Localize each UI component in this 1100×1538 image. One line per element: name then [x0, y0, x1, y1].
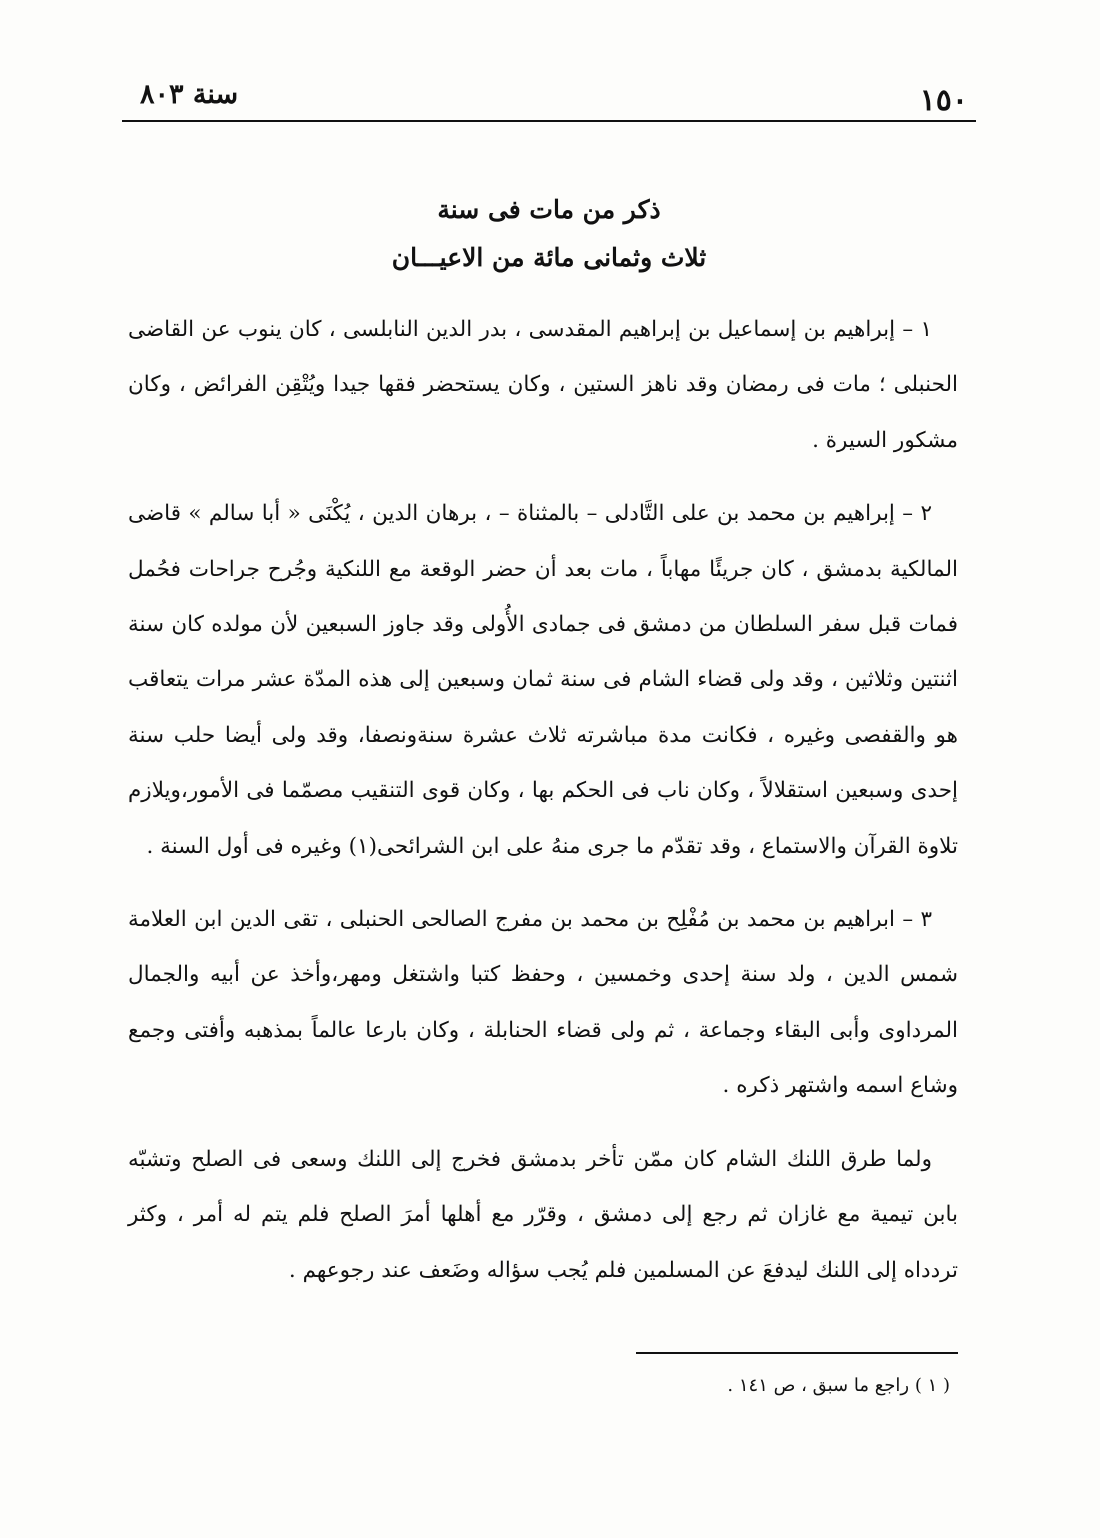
entry-3: [128, 892, 958, 1114]
section-heading: [122, 186, 976, 282]
entry-text: – إبراهيم بن محمد بن على التَّادلى – بالمثناة – ، برهان الدين ، يُكْنَى « أبا سالم » قاضى المالكية بدمشق ، كان جريئًا مهاباً ، مات بعد أن حضر الوقعة مع اللنكية وجُرح جراحات فحُمل فمات قبل سفر السلطان من دمشق فى جمادى الأُولى وقد جاوز السبعين لأن مولده كان سنة اثنتين وثلاثين ، وقد ولى قضاء الشام فى سنة ثمان وسبعين إلى هذه المدّة عشر مرات يتعاقب هو والقفصى وغيره ، فكانت مدة مباشرته ثلاث عشرة سنةونصفا، وقد ولى أيضا حلب سنة إحدى وسبعين استقلالاً ، وكان ناب فى الحكم بها ، وكان قوى التنقيب مصمّما فى الأمور،ويلازم تلاوة القرآن والاستماع ، وقد تقدّم ما جرى منهُ على ابن الشرائحى(١) وغيره فى أول السنة .: [128, 501, 958, 859]
header-rule: [122, 120, 976, 122]
footnote: ( ١ ) راجع ما سبق ، ص ١٤١ .: [727, 1375, 950, 1396]
entry-1: [128, 302, 958, 468]
page-number: ١٥٠: [919, 83, 968, 118]
year-label: سنة ٨٠٣: [140, 79, 239, 110]
entry-2: [128, 486, 958, 874]
running-head: [122, 70, 976, 122]
entry-text: – إبراهيم بن إسماعيل بن إبراهيم المقدسى ، بدر الدين النابلسى ، كان ينوب عن القاضى الحنبلى ؛ مات فى رمضان وقد ناهز الستين ، وكان يستحضر فقها جيدا ويُتْقِن الفرائض ، وكان مشكور السيرة .: [128, 317, 958, 453]
entry-text: – ابراهيم بن محمد بن مُفْلِح بن محمد بن مفرج الصالحى الحنبلى ، تقى الدين ابن العلامة شمس الدين ، ولد سنة إحدى وخمسين ، وحفظ كتبا واشتغل ومهر،وأخذ عن أبيه والجمال المرداوى وأبى البقاء وجماعة ، ثم ولى قضاء الحنابلة ، وكان بارعا عالماً بمذهبه وأفتى وجمع وشاع اسمه واشتهر ذكره .: [128, 907, 958, 1099]
entry-number: ١: [920, 317, 933, 342]
body-text: [128, 302, 958, 1316]
entry-4: [128, 1132, 958, 1298]
entry-number: ٣: [920, 907, 933, 933]
heading-line-2: ثلاث وثمانى مائة من الاعيـــان: [391, 243, 707, 272]
entry-text: ولما طرق اللنك الشام كان ممّن تأخر بدمشق فخرج إلى اللنك وسعى فى الصلح وتشبّه بابن تيمية مع غازان ثم رجع إلى دمشق ، وقرّر مع أهلها أمرَ الصلح فلم يتم له أمر ، وكثر تردداه إلى اللنك ليدفعَ عن المسلمين فلم يُجب سؤاله وضَعف عند رجوعهم .: [128, 1146, 958, 1283]
heading-line-1: ذكر من مات فى سنة: [437, 195, 661, 224]
entry-number: ٢: [920, 501, 932, 527]
footnote-rule: [636, 1352, 958, 1354]
